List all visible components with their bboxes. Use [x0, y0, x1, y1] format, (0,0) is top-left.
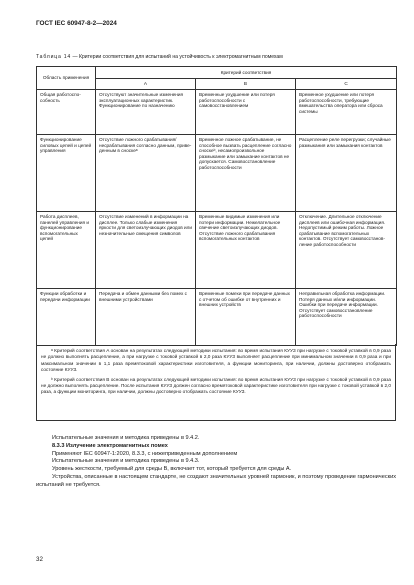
- header-criterion-b: B: [196, 79, 296, 90]
- header-criteria-group: Критерий соответствия: [96, 67, 397, 79]
- cell-criterion-b: Временное ложное срабатывание, не способное вызвать расцепление согласно сноскеᵇ, несамопроизвольное размыкание или замыкание контактов не допускается. Самовосстановление работоспособности: [196, 135, 296, 212]
- cell-criterion-c: Временное ухудшение или потеря работоспособности, требующие вмешательства оператора или сброса системы: [296, 90, 397, 135]
- table-caption-text: — Критерии соответствия для испытаний на устойчивость к электромагнитным помехам: [71, 54, 283, 60]
- cell-criterion-c: Отключение. Длительное отключение дисплеев или ошибочная информация. Недопустимый режим работы. Ложное срабатывание вспомогательных контактов. Отсутствует самовосстановление работоспособности: [296, 212, 397, 289]
- cell-criterion-c: Неправильная обработка информации. Потеря данных и/или информации. Ошибки при передаче информации. Отсутствует самовосстановление работоспособности: [296, 289, 397, 346]
- document-header: ГОСТ IEC 60947-8-2—2024: [36, 20, 117, 27]
- table-caption-label: Таблица 14: [36, 54, 72, 60]
- header-function: Область применения: [37, 67, 96, 90]
- table-row: [37, 90, 397, 135]
- body-paragraph: Уровень жесткости, требуемый для среды B, включает тот, который требуется для среды A.: [52, 466, 292, 473]
- cell-criterion-a: Отсутствие ложного срабатывания/несрабатывания согласно данным, приведенным в сноскеᵃ: [96, 135, 196, 212]
- table-row: [37, 135, 397, 212]
- cell-criterion-a: Отсутствуют значительные изменения эксплуатационных характеристик. Функционирование по назначению: [96, 90, 196, 135]
- cell-criterion-a: Передача и обмен данными без помех с внешними устройствами: [96, 289, 196, 346]
- cell-function: Работа дисплеев, панелей управления и функционирование вспомогательных цепей: [37, 212, 96, 289]
- section-heading: 8.3.3 Излучение электромагнитных помех: [52, 442, 168, 449]
- cell-criterion-b: Временные помехи при передаче данных с отчетом об ошибке от внутренних и внешних устройств: [196, 289, 296, 346]
- table-row: [37, 212, 397, 289]
- header-criterion-a: A: [96, 79, 196, 90]
- body-paragraph: Устройства, описанные в настоящем стандарте, не создают значительных уровней гармоник, и поэтому проведение гармонических испытаний не требуется.: [36, 473, 396, 488]
- table-caption: [36, 54, 396, 60]
- header-criterion-c: C: [296, 79, 397, 90]
- body-paragraph: Испытательные значения и методика приведены в 9.4.2.: [52, 435, 200, 441]
- cell-criterion-b: Временные ухудшение или потеря работоспособности с самовосстановлением: [196, 90, 296, 135]
- body-paragraph: Испытательные значения и методика приведены в 9.4.3.: [52, 458, 200, 465]
- cell-criterion-a: Отсутствие изменений в информации на дисплее. Только слабые изменения яркости для светоизлучающих диодов или незначительные смещения символов: [96, 212, 196, 289]
- footnote-a: ᵃ Критерий соответствия A основан на результатах следующей методики испытания: во время испытания КУУЗ при нагрузке с токовой уставкой в 0,9 раза не должно выполнять расцепление, а при нагрузке с токовой уставкой в 2,0 раза КУУЗ выполняет расцепление при минимальном значении в 0,9 раза и при максимальном значении в 1,1 раза времятоковой характеристики изготовителя, а функции мониторинга, при наличии, должны достоверно отображать состояние КУУЗ.: [41, 348, 391, 373]
- cell-criterion-c: Расцепление реле перегрузки; случайные размыкания или замыкания контактов: [296, 135, 397, 212]
- cell-function: Функции обработки и передачи информации: [37, 289, 96, 346]
- table-row: [37, 289, 397, 346]
- table-footnotes: [36, 344, 396, 421]
- body-paragraph: Применяют IEC 60947-1:2020, 8.3.3, с нижеприведенным дополнением: [52, 450, 238, 457]
- criteria-table: [36, 66, 397, 346]
- footnote-b: ᵇ Критерий соответствия B основан на результатах следующей методики испытания: во время испытания КУУЗ при нагрузке с токовой уставкой в 0,9 раза не должно выполнять расцепление. После испытания КУУЗ должен согласно времятоковой характеристике изготовителя при нагрузке с токовой уставкой в 2,0 раза, а функции мониторинга, при наличии, должны достоверно отображать состояние КУУЗ.: [41, 376, 391, 395]
- cell-function: Функционирование силовых цепей и цепей управления: [37, 135, 96, 212]
- cell-function: Общая работоспособность: [37, 90, 96, 135]
- page-number: 32: [36, 556, 43, 563]
- cell-criterion-b: Временные видимые изменения или потери информации. Нежелательное свечение светоизлучающих диодов. Отсутствие ложного срабатывания вспомогательных контактов: [196, 212, 296, 289]
- body-text: [36, 435, 396, 490]
